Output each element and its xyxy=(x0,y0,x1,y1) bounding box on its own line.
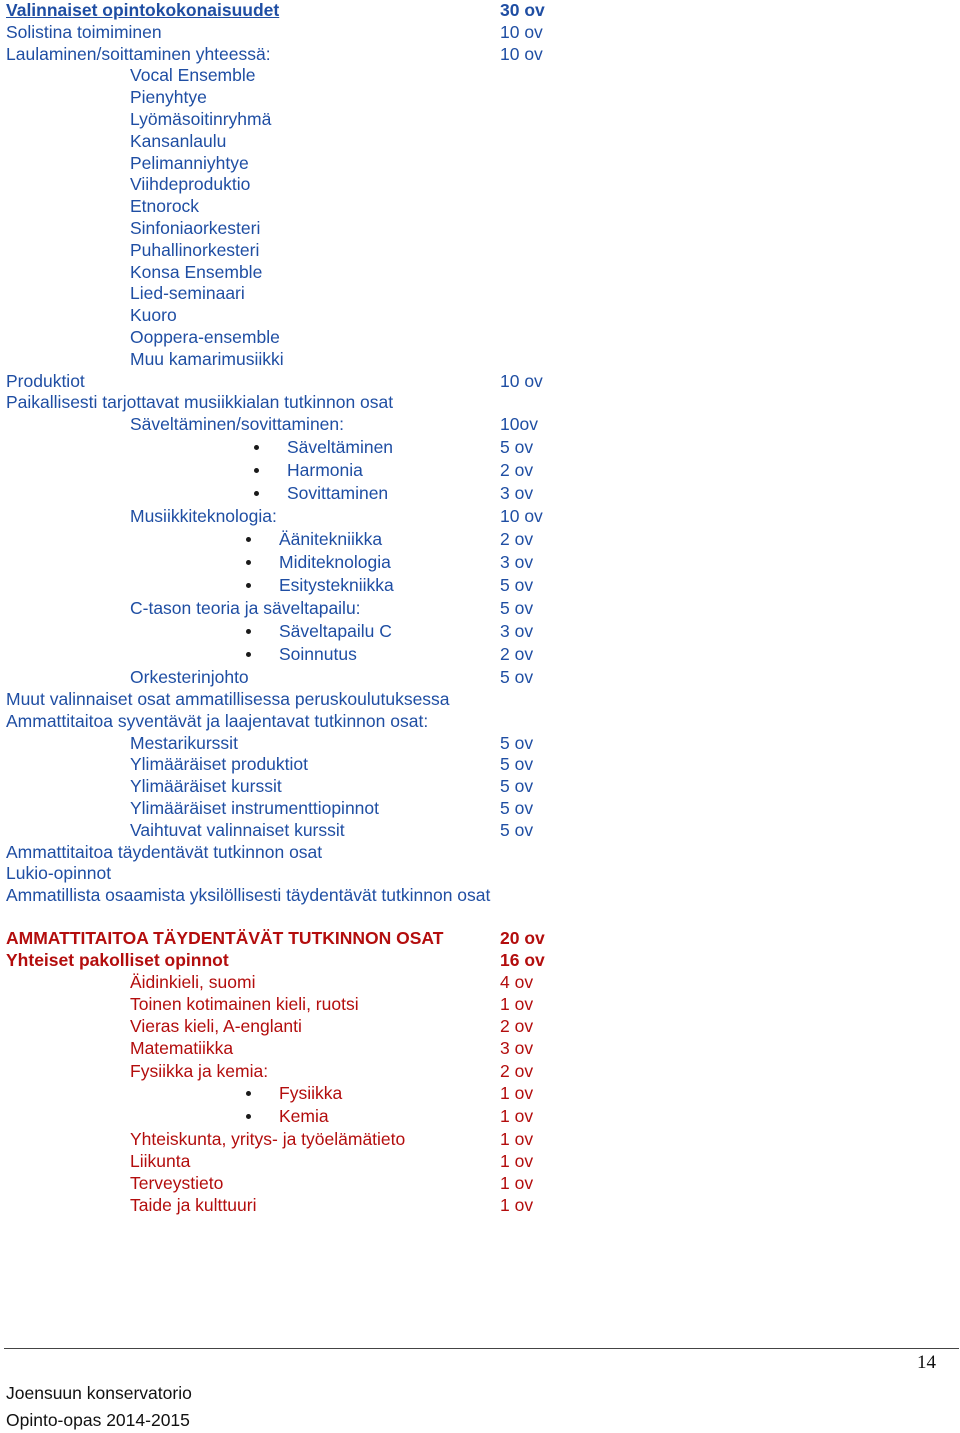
supplementary-title-value: 20 ov xyxy=(500,927,545,948)
composition-label: Säveltäminen/sovittaminen: xyxy=(130,414,344,435)
other-heading-row xyxy=(0,689,960,711)
course-item: Terveystieto 1 ov xyxy=(130,1173,534,1194)
ensemble-item: Vocal Ensemble xyxy=(130,65,256,86)
ensemble-item: Puhallinorkesteri xyxy=(130,239,260,260)
bullet-item: Kemia 1 ov xyxy=(0,1106,960,1129)
supplementary-subtitle-row xyxy=(0,950,960,972)
deepening-item: Ylimääräiset instrumenttiopinnot 5 ov xyxy=(130,797,534,818)
ensemble-item: Etnorock xyxy=(130,196,200,217)
course-item: Liikunta 1 ov xyxy=(130,1151,534,1172)
supplementary-subtitle: Yhteiset pakolliset opinnot xyxy=(6,949,229,970)
produktiot-label: Produktiot xyxy=(6,370,85,391)
bullet-item: Miditeknologia 3 ov xyxy=(0,552,960,575)
bullet-icon xyxy=(254,491,259,496)
footer-divider xyxy=(4,1348,959,1349)
local-heading: Paikallisesti tarjottavat musiikkialan tutkinnon osat xyxy=(6,392,394,413)
ensemble-item: Kuoro xyxy=(130,305,177,326)
course-item: Toinen kotimainen kieli, ruotsi 1 ov xyxy=(130,994,534,1015)
elective-row xyxy=(0,44,960,66)
course-item: Vieras kieli, A-englanti 2 ov xyxy=(130,1016,534,1037)
local-heading-row xyxy=(0,392,960,414)
supplementary-title-row xyxy=(0,928,960,950)
bullet-icon xyxy=(246,1091,251,1096)
composition-row xyxy=(0,414,960,437)
elective-row-label: Laulaminen/soittaminen yhteessä: xyxy=(6,43,271,64)
footer-school: Joensuun konservatorio xyxy=(6,1383,192,1403)
ensemble-item: Pienyhtye xyxy=(130,87,207,108)
ensemble-item: Lyömäsoitinryhmä xyxy=(130,108,272,129)
bullet-item: Fysiikka 1 ov xyxy=(0,1083,960,1106)
conducting-value: 5 ov xyxy=(500,667,534,688)
elective-row xyxy=(0,22,960,44)
deepening-item: Ylimääräiset produktiot 5 ov xyxy=(130,754,534,775)
bullet-item: Soinnutus 2 ov xyxy=(0,644,960,667)
elective-row-value: 10 ov xyxy=(500,43,543,64)
bullet-item: Esitystekniikka 5 ov xyxy=(0,575,960,598)
course-item: Taide ja kulttuuri 1 ov xyxy=(130,1195,534,1216)
bullet-icon xyxy=(246,537,251,542)
tail-item: Ammattitaitoa täydentävät tutkinnon osat xyxy=(6,841,323,862)
elective-title-row xyxy=(0,0,960,22)
course-item: Fysiikka ja kemia: 2 ov xyxy=(130,1060,534,1081)
ensemble-item: Viihdeproduktio xyxy=(130,174,251,195)
elective-title: Valinnaiset opintokokonaisuudet xyxy=(6,0,280,20)
bullet-item: Sovittaminen 3 ov xyxy=(0,483,960,506)
bullet-icon xyxy=(246,652,251,657)
deepening-item: Ylimääräiset kurssit 5 ov xyxy=(130,776,534,797)
elective-title-value: 30 ov xyxy=(500,0,545,20)
tail-item: Lukio-opinnot xyxy=(6,863,112,884)
ensemble-item: Sinfoniaorkesteri xyxy=(130,217,261,238)
composition-value: 10ov xyxy=(500,414,538,435)
footer-guide: Opinto-opas 2014-2015 xyxy=(6,1410,190,1430)
deepening-heading-row xyxy=(0,711,960,733)
produktiot-row xyxy=(0,371,960,393)
theory-label: C-tason teoria ja säveltapailu: xyxy=(130,598,361,619)
bullet-icon xyxy=(254,468,259,473)
bullet-item: Äänitekniikka 2 ov xyxy=(0,529,960,552)
supplementary-title: AMMATTITAITOA TÄYDENTÄVÄT TUTKINNON OSAT xyxy=(6,927,444,948)
technology-value: 10 ov xyxy=(500,506,543,527)
conducting-label: Orkesterinjohto xyxy=(130,667,249,688)
bullet-item: Harmonia 2 ov xyxy=(0,460,960,483)
bullet-icon xyxy=(254,445,259,450)
theory-row xyxy=(0,598,960,621)
supplementary-subtitle-value: 16 ov xyxy=(500,949,545,970)
bullet-icon xyxy=(246,583,251,588)
course-item: Äidinkieli, suomi 4 ov xyxy=(130,971,534,992)
ensemble-item: Konsa Ensemble xyxy=(130,261,263,282)
bullet-item: Säveltäminen 5 ov xyxy=(0,437,960,460)
deepening-heading: Ammattitaitoa syventävät ja laajentavat tutkinnon osat: xyxy=(6,710,429,731)
bullet-icon xyxy=(246,1114,251,1119)
other-heading: Muut valinnaiset osat ammatillisessa peruskoulutuksessa xyxy=(6,688,450,709)
theory-value: 5 ov xyxy=(500,598,534,619)
technology-row xyxy=(0,506,960,529)
course-item: Matematiikka 3 ov xyxy=(130,1038,534,1059)
course-item: Yhteiskunta, yritys- ja työelämätieto 1 ov xyxy=(130,1128,534,1149)
ensemble-item: Muu kamarimusiikki xyxy=(130,348,284,369)
bullet-icon xyxy=(246,629,251,634)
ensemble-item: Kansanlaulu xyxy=(130,130,227,151)
page-number: 14 xyxy=(917,1352,936,1373)
technology-label: Musiikkiteknologia: xyxy=(130,506,277,527)
deepening-item: Vaihtuvat valinnaiset kurssit 5 ov xyxy=(130,819,534,840)
elective-row-value: 10 ov xyxy=(500,21,543,42)
ensemble-item: Ooppera-ensemble xyxy=(130,326,280,347)
deepening-item: Mestarikurssit 5 ov xyxy=(130,732,534,753)
ensemble-item: Lied-seminaari xyxy=(130,283,245,304)
bullet-item: Säveltapailu C 3 ov xyxy=(0,621,960,644)
produktiot-value: 10 ov xyxy=(500,370,543,391)
elective-row-label: Solistina toimiminen xyxy=(6,21,162,42)
ensemble-item: Pelimanniyhtye xyxy=(130,152,249,173)
tail-item: Ammatillista osaamista yksilöllisesti täydentävät tutkinnon osat xyxy=(6,885,491,906)
bullet-icon xyxy=(246,560,251,565)
conducting-row xyxy=(0,667,960,689)
